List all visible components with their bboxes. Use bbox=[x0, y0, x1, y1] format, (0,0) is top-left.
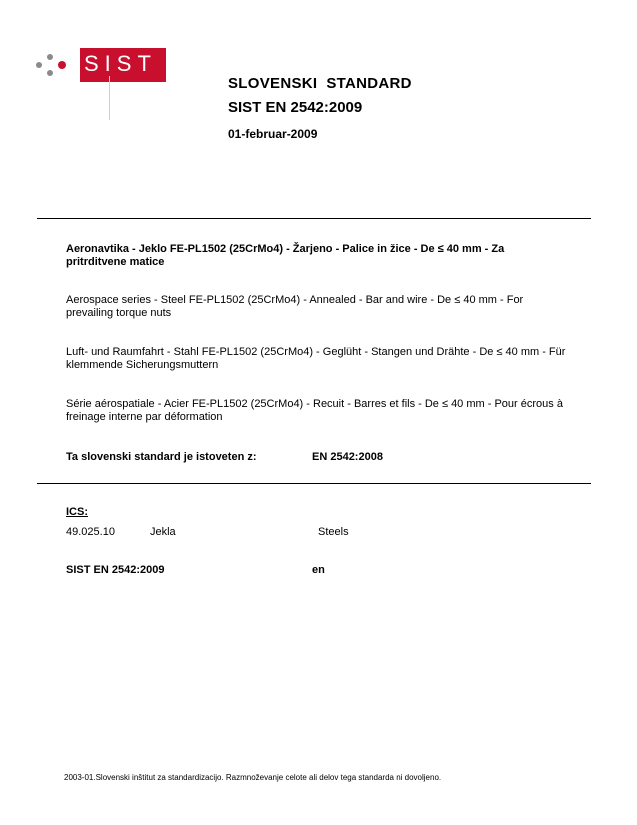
identical-label: Ta slovenski standard je istoveten z: bbox=[66, 451, 257, 463]
logo-dot-icon bbox=[58, 61, 66, 69]
title-slovenian: Aeronavtika - Jeklo FE-PL1502 (25CrMo4) - Žarjeno - Palice in žice - De ≤ 40 mm - Za pritrditvene matice bbox=[66, 243, 505, 268]
ics-code: 49.025.10 bbox=[66, 526, 115, 538]
standard-date: 01-februar-2009 bbox=[228, 127, 318, 141]
logo-divider bbox=[109, 76, 110, 120]
logo-dot-icon bbox=[47, 54, 53, 60]
logo-text: SIST bbox=[84, 51, 157, 76]
ics-name-slovenian: Jekla bbox=[150, 526, 176, 538]
bottom-divider bbox=[37, 483, 591, 484]
logo-dot-icon bbox=[47, 70, 53, 76]
standard-heading: SLOVENSKI STANDARD bbox=[228, 75, 412, 92]
copyright-footer: 2003-01.Slovenski inštitut za standardizacijo. Razmnoževanje celote ali delov tega standarda ni dovoljeno. bbox=[64, 773, 442, 782]
sist-logo bbox=[36, 48, 166, 92]
top-divider bbox=[37, 218, 591, 219]
logo-dot-icon bbox=[36, 62, 42, 68]
standard-number-footer: SIST EN 2542:2009 bbox=[66, 564, 165, 576]
title-english: Aerospace series - Steel FE-PL1502 (25CrMo4) - Annealed - Bar and wire - De ≤ 40 mm - For prevailing torque nuts bbox=[66, 294, 524, 319]
title-german: Luft- und Raumfahrt - Stahl FE-PL1502 (25CrMo4) - Geglüht - Stangen und Drähte - De ≤ 40 mm - Für klemmende Sicherungsmuttern bbox=[66, 346, 566, 371]
ics-label: ICS: bbox=[66, 506, 88, 518]
standard-language: en bbox=[312, 564, 325, 576]
title-french: Série aérospatiale - Acier FE-PL1502 (25CrMo4) - Recuit - Barres et fils - De ≤ 40 mm - Pour écrous à freinage interne par déformation bbox=[66, 398, 563, 423]
ics-name-english: Steels bbox=[318, 526, 349, 538]
standard-number: SIST EN 2542:2009 bbox=[228, 99, 363, 116]
identical-value: EN 2542:2008 bbox=[312, 451, 383, 463]
